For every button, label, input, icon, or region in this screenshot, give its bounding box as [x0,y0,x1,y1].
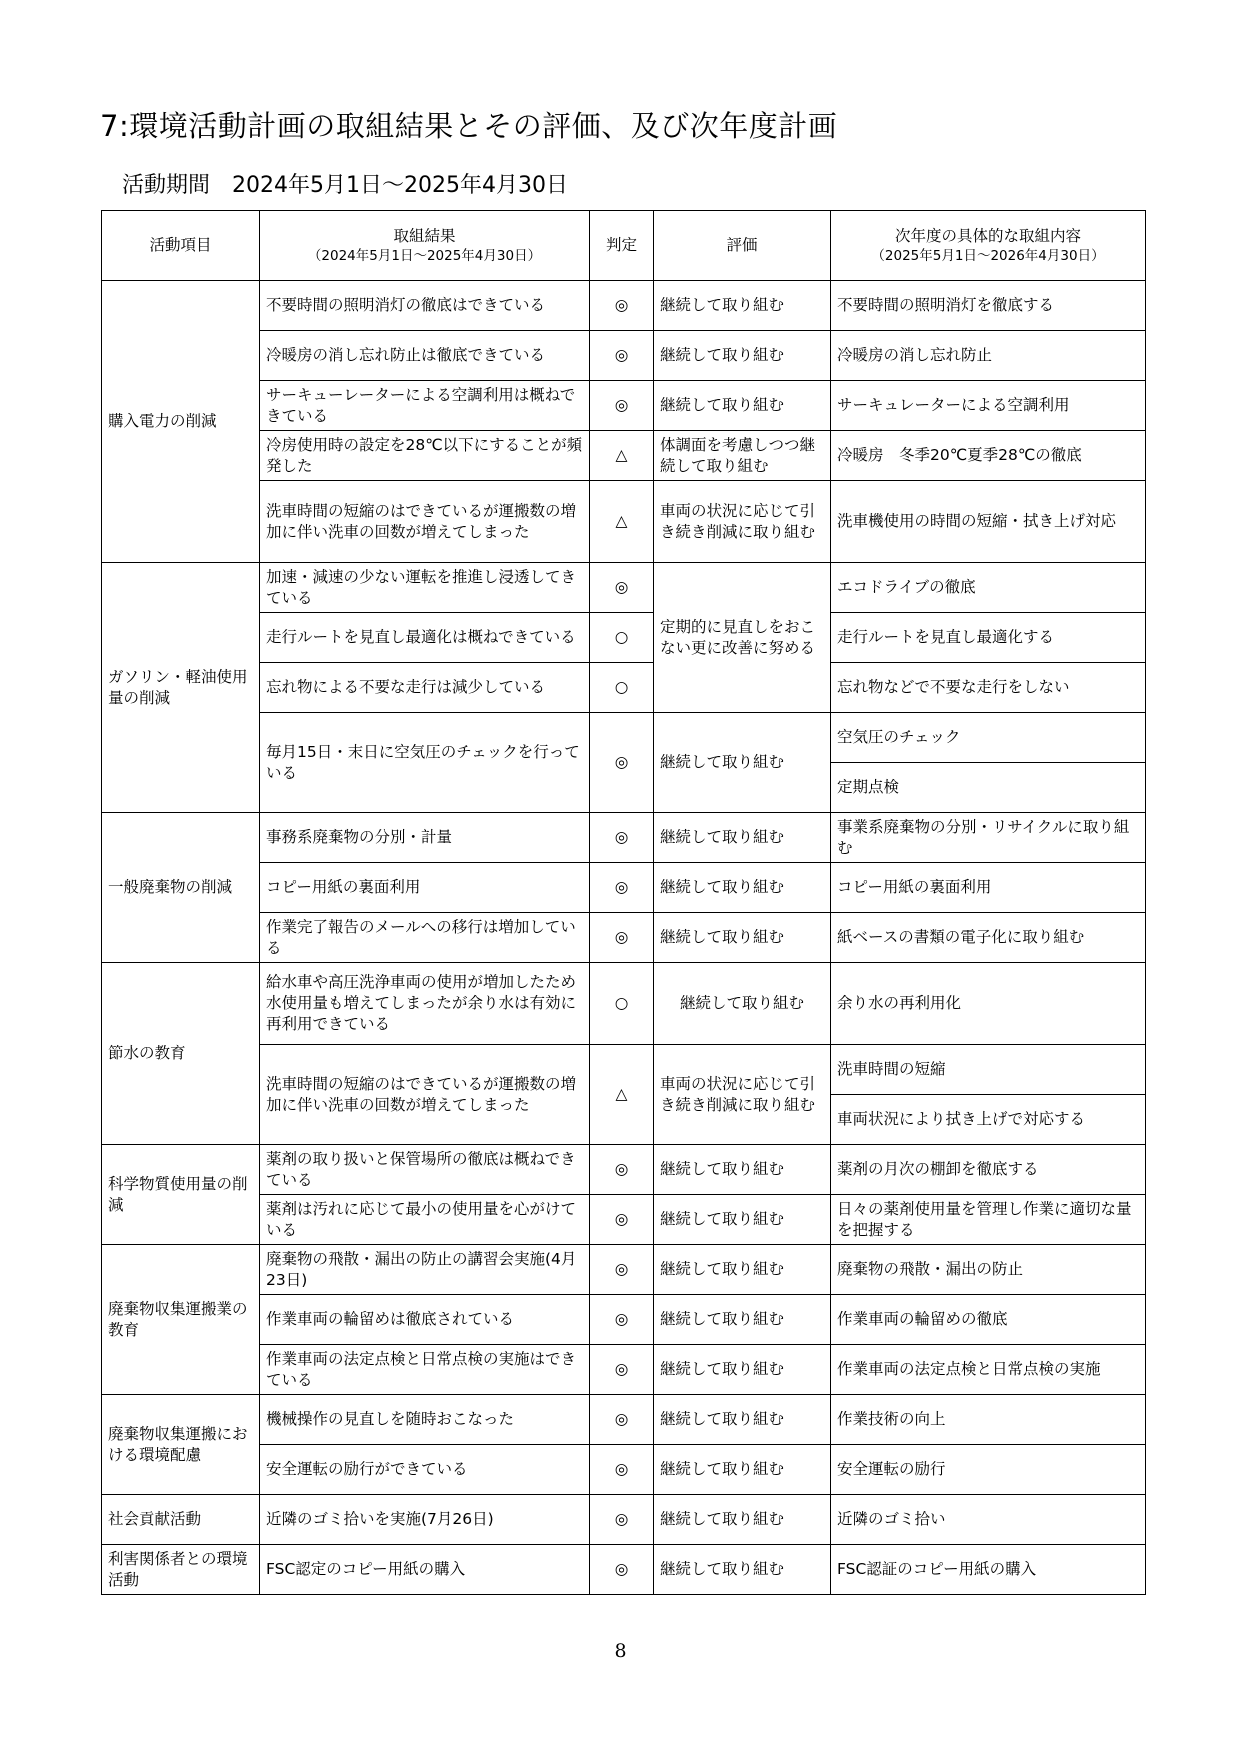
judge-mark: ◎ [590,1295,654,1345]
eval-cell: 定期的に見直しをおこない更に改善に努める [654,563,831,713]
judge-mark: ◎ [590,1345,654,1395]
eval-cell: 継続して取り組む [654,381,831,431]
header-next: 次年度の具体的な取組内容 （2025年5月1日～2026年4月30日） [831,211,1146,281]
judge-mark: ◎ [590,381,654,431]
table-row [102,1545,1146,1595]
eval-cell: 継続して取り組む [654,713,831,813]
header-result: 取組結果 （2024年5月1日～2025年4月30日） [260,211,590,281]
next-cell: 作業車両の輪留めの徹底 [831,1295,1146,1345]
next-cell: 走行ルートを見直し最適化する [831,613,1146,663]
eval-cell: 継続して取り組む [654,1295,831,1345]
header-next-period: （2025年5月1日～2026年4月30日） [871,247,1105,264]
table-row [102,563,1146,613]
table-row [102,281,1146,331]
next-cell: 冷暖房の消し忘れ防止 [831,331,1146,381]
item-cell: 社会貢献活動 [102,1495,260,1545]
table-row [102,813,1146,863]
result-cell: 機械操作の見直しを随時おこなった [260,1395,590,1445]
table-row [102,1495,1146,1545]
judge-mark: ◎ [590,713,654,813]
judge-mark: ○ [590,663,654,713]
eval-cell: 継続して取り組む [654,1345,831,1395]
next-cell: 余り水の再利用化 [831,963,1146,1045]
page-number: 8 [614,1640,627,1662]
header-result-period: （2024年5月1日～2025年4月30日） [307,247,542,264]
eval-cell: 継続して取り組む [654,963,831,1045]
eval-cell: 体調面を考慮しつつ継続して取り組む [654,431,831,481]
next-cell: 紙ベースの書類の電子化に取り組む [831,913,1146,963]
table-header-row [102,211,1146,281]
result-cell: FSC認定のコピー用紙の購入 [260,1545,590,1595]
item-cell: ガソリン・軽油使用量の削減 [102,563,260,813]
next-cell: 近隣のゴミ拾い [831,1495,1146,1545]
result-cell: 近隣のゴミ拾いを実施(7月26日) [260,1495,590,1545]
result-cell: 廃棄物の飛散・漏出の防止の講習会実施(4月23日) [260,1245,590,1295]
result-cell: 薬剤は汚れに応じて最小の使用量を心がけている [260,1195,590,1245]
eval-cell: 継続して取り組む [654,863,831,913]
judge-mark: ◎ [590,1495,654,1545]
next-cell: 作業車両の法定点検と日常点検の実施 [831,1345,1146,1395]
judge-mark: ◎ [590,1195,654,1245]
result-cell: 給水車や高圧洗浄車両の使用が増加したため水使用量も増えてしまったが余り水は有効に再利用できている [260,963,590,1045]
judge-mark: ◎ [590,1395,654,1445]
item-cell: 購入電力の削減 [102,281,260,563]
result-cell: 事務系廃棄物の分別・計量 [260,813,590,863]
item-cell: 節水の教育 [102,963,260,1145]
result-cell: 安全運転の励行ができている [260,1445,590,1495]
item-cell: 科学物質使用量の削減 [102,1145,260,1245]
header-judge: 判定 [590,211,654,281]
result-cell: 冷暖房の消し忘れ防止は徹底できている [260,331,590,381]
next-cell: 空気圧のチェック [831,713,1146,763]
result-cell: サーキューレーターによる空調利用は概ねできている [260,381,590,431]
next-cell: 車両状況により拭き上げで対応する [831,1095,1146,1145]
result-cell: 作業車両の法定点検と日常点検の実施はできている [260,1345,590,1395]
result-cell: 毎月15日・末日に空気圧のチェックを行っている [260,713,590,813]
next-cell: 日々の薬剤使用量を管理し作業に適切な量を把握する [831,1195,1146,1245]
header-eval: 評価 [654,211,831,281]
table-row [102,1145,1146,1195]
next-cell: FSC認証のコピー用紙の購入 [831,1545,1146,1595]
activity-period: 活動期間 2024年5月1日～2025年4月30日 [122,173,568,198]
result-cell: 走行ルートを見直し最適化は概ねできている [260,613,590,663]
table-row [102,963,1146,1045]
eval-cell: 継続して取り組む [654,1395,831,1445]
eval-cell: 継続して取り組む [654,1195,831,1245]
eval-cell: 継続して取り組む [654,1495,831,1545]
eval-cell: 継続して取り組む [654,913,831,963]
next-cell: 不要時間の照明消灯を徹底する [831,281,1146,331]
eval-cell: 継続して取り組む [654,1145,831,1195]
judge-mark: △ [590,1045,654,1145]
eval-cell: 継続して取り組む [654,1545,831,1595]
judge-mark: ◎ [590,1245,654,1295]
next-cell: 安全運転の励行 [831,1445,1146,1495]
next-cell: 廃棄物の飛散・漏出の防止 [831,1245,1146,1295]
next-cell: 事業系廃棄物の分別・リサイクルに取り組む [831,813,1146,863]
result-cell: 加速・減速の少ない運転を推進し浸透してきている [260,563,590,613]
result-cell: コピー用紙の裏面利用 [260,863,590,913]
eval-cell: 継続して取り組む [654,1445,831,1495]
next-cell: 薬剤の月次の棚卸を徹底する [831,1145,1146,1195]
judge-mark: ◎ [590,331,654,381]
next-cell: 洗車時間の短縮 [831,1045,1146,1095]
judge-mark: ◎ [590,563,654,613]
next-cell: コピー用紙の裏面利用 [831,863,1146,913]
judge-mark: ◎ [590,281,654,331]
item-cell: 廃棄物収集運搬業の教育 [102,1245,260,1395]
judge-mark: ◎ [590,813,654,863]
activity-plan-table [101,210,1146,1595]
judge-mark: ◎ [590,1145,654,1195]
page-title: 7:環境活動計画の取組結果とその評価、及び次年度計画 [100,109,838,143]
table-row [102,1395,1146,1445]
eval-cell: 継続して取り組む [654,1245,831,1295]
result-cell: 洗車時間の短縮のはできているが運搬数の増加に伴い洗車の回数が増えてしまった [260,481,590,563]
judge-mark: ○ [590,963,654,1045]
eval-cell: 車両の状況に応じて引き続き削減に取り組む [654,1045,831,1145]
judge-mark: ◎ [590,913,654,963]
result-cell: 作業完了報告のメールへの移行は増加している [260,913,590,963]
eval-cell: 継続して取り組む [654,331,831,381]
result-cell: 薬剤の取り扱いと保管場所の徹底は概ねできている [260,1145,590,1195]
eval-cell: 車両の状況に応じて引き続き削減に取り組む [654,481,831,563]
result-cell: 作業車両の輪留めは徹底されている [260,1295,590,1345]
next-cell: 作業技術の向上 [831,1395,1146,1445]
next-cell: 冷暖房 冬季20℃夏季28℃の徹底 [831,431,1146,481]
next-cell: サーキュレーターによる空調利用 [831,381,1146,431]
judge-mark: ◎ [590,1545,654,1595]
item-cell: 利害関係者との環境活動 [102,1545,260,1595]
judge-mark: ◎ [590,1445,654,1495]
result-cell: 忘れ物による不要な走行は減少している [260,663,590,713]
result-cell: 不要時間の照明消灯の徹底はできている [260,281,590,331]
next-cell: 洗車機使用の時間の短縮・拭き上げ対応 [831,481,1146,563]
eval-cell: 継続して取り組む [654,813,831,863]
eval-cell: 継続して取り組む [654,281,831,331]
next-cell: 忘れ物などで不要な走行をしない [831,663,1146,713]
item-cell: 一般廃棄物の削減 [102,813,260,963]
result-cell: 洗車時間の短縮のはできているが運搬数の増加に伴い洗車の回数が増えてしまった [260,1045,590,1145]
item-cell: 廃棄物収集運搬における環境配慮 [102,1395,260,1495]
next-cell: エコドライブの徹底 [831,563,1146,613]
judge-mark: ◎ [590,863,654,913]
header-item: 活動項目 [102,211,260,281]
judge-mark: △ [590,431,654,481]
judge-mark: △ [590,481,654,563]
result-cell: 冷房使用時の設定を28℃以下にすることが頻発した [260,431,590,481]
table-row [102,1245,1146,1295]
judge-mark: ○ [590,613,654,663]
next-cell: 定期点検 [831,763,1146,813]
